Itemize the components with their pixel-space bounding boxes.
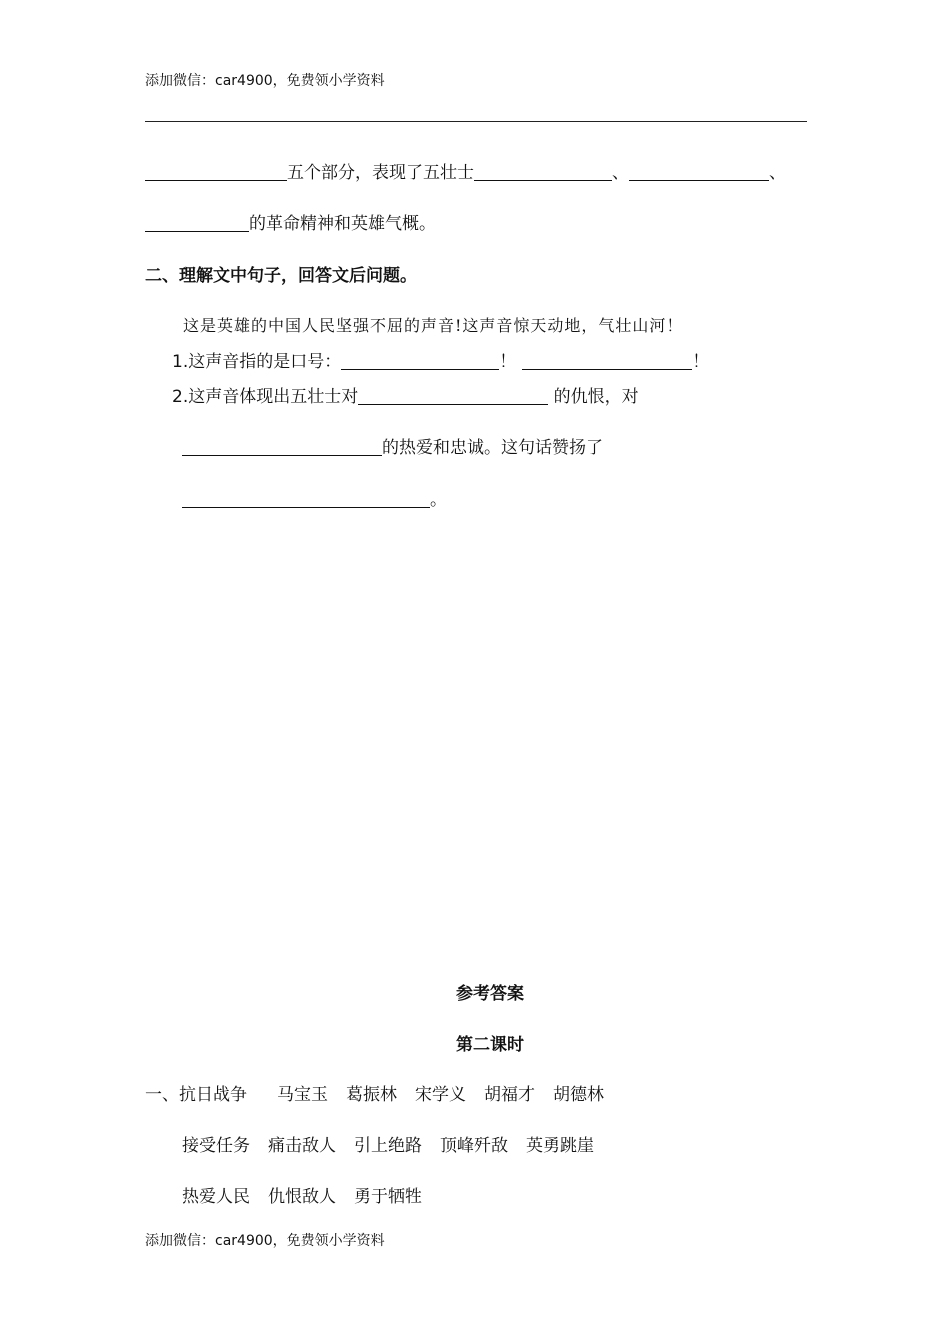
question-1 — [172, 347, 709, 372]
question-2-line-3 — [182, 485, 447, 510]
exclamation: ！ — [692, 352, 710, 372]
answer-item: 热爱人民 — [182, 1187, 250, 1207]
blank[interactable] — [474, 162, 612, 181]
line-text: 的仇恨，对 — [548, 387, 639, 407]
fill-line-2 — [145, 209, 436, 234]
line-text: 的革命精神和英雄气概。 — [249, 214, 436, 234]
answer-item: 宋学义 — [415, 1085, 466, 1105]
answers-subtitle: 第二课时 — [456, 1035, 524, 1055]
blank[interactable] — [182, 437, 382, 456]
answer-prefix: 一、 — [145, 1085, 179, 1105]
question-label: 2.这声音体现出五壮士对 — [172, 387, 359, 407]
blank[interactable] — [182, 489, 430, 508]
answer-item: 仇恨敌人 — [268, 1187, 336, 1207]
answers-title: 参考答案 — [456, 984, 524, 1004]
answer-item: 引上绝路 — [354, 1136, 422, 1156]
answer-row-3 — [182, 1182, 422, 1207]
separator: 、 — [769, 163, 786, 183]
answer-item: 顶峰歼敌 — [440, 1136, 508, 1156]
quoted-sentence: 这是英雄的中国人民坚强不屈的声音!这声音惊天动地，气壮山河！ — [183, 316, 684, 335]
blank[interactable] — [145, 213, 249, 232]
answer-row-1 — [145, 1080, 604, 1105]
footer-text: 添加微信：car4900，免费领小学资料 — [145, 1233, 385, 1249]
answer-item: 葛振林 — [346, 1085, 397, 1105]
blank[interactable] — [522, 351, 692, 370]
fill-line-1 — [145, 158, 786, 183]
blank[interactable] — [145, 162, 287, 181]
exclamation: ！ — [499, 352, 517, 372]
line-text: 的热爱和忠诚。这句话赞扬了 — [382, 438, 603, 458]
answer-item: 痛击敌人 — [268, 1136, 336, 1156]
section-heading: 二、理解文中句子，回答文后问题。 — [145, 266, 417, 286]
separator: 、 — [612, 163, 629, 183]
answer-item: 胡德林 — [553, 1085, 604, 1105]
answer-item: 接受任务 — [182, 1136, 250, 1156]
answer-item: 胡福才 — [484, 1085, 535, 1105]
question-2-line-2 — [182, 433, 603, 458]
header-divider — [145, 121, 807, 122]
question-2 — [172, 382, 639, 407]
answer-item: 马宝玉 — [277, 1085, 328, 1105]
header-text: 添加微信：car4900，免费领小学资料 — [145, 73, 385, 89]
blank[interactable] — [341, 351, 499, 370]
answer-item: 抗日战争 — [179, 1085, 247, 1105]
answer-item: 英勇跳崖 — [526, 1136, 594, 1156]
blank[interactable] — [358, 386, 548, 405]
answer-item: 勇于牺牲 — [354, 1187, 422, 1207]
line-end: 。 — [430, 490, 447, 510]
answer-row-2 — [182, 1131, 594, 1156]
blank[interactable] — [629, 162, 769, 181]
question-label: 1.这声音指的是口号： — [172, 352, 342, 372]
line-text: 五个部分，表现了五壮士 — [287, 163, 474, 183]
